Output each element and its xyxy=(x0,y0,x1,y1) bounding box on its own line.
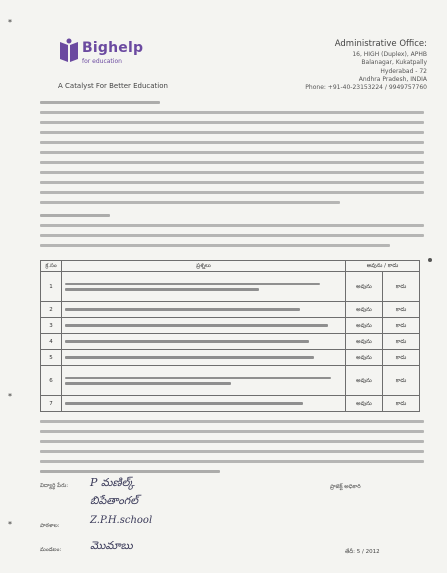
row-number: 6 xyxy=(41,366,62,396)
text-line xyxy=(40,201,340,204)
text-line xyxy=(40,440,424,443)
text-line xyxy=(40,151,424,154)
office-line: Hyderabad - 72 xyxy=(380,67,427,75)
text-line xyxy=(40,131,424,134)
table-row xyxy=(41,396,420,412)
office-line: Phone: +91-40-23153224 / 9949757760 xyxy=(305,84,427,92)
answer-no[interactable]: కాదు xyxy=(383,318,420,334)
row-number: 2 xyxy=(41,302,62,318)
text-line xyxy=(40,420,424,423)
village-handwriting: బిపేతాంగల్ xyxy=(90,494,138,507)
question-cell xyxy=(62,318,346,334)
answer-yes[interactable]: అవును xyxy=(346,272,383,302)
answer-no[interactable]: కాదు xyxy=(383,272,420,302)
bighelp-logo xyxy=(58,38,158,78)
logo-name: Bighelp xyxy=(82,40,144,56)
row-number: 4 xyxy=(41,334,62,350)
answer-no[interactable]: కాదు xyxy=(383,396,420,412)
question-cell xyxy=(62,396,346,412)
question-cell xyxy=(62,302,346,318)
text-line xyxy=(40,161,424,164)
table-header-row xyxy=(41,261,420,272)
margin-marker: * xyxy=(8,392,12,401)
school-label: పాఠశాల: xyxy=(40,523,60,529)
office-line: Andhra Pradesh, INDIA xyxy=(358,75,427,83)
text-line xyxy=(40,181,424,184)
text-line xyxy=(40,111,424,114)
text-line xyxy=(40,234,424,237)
table-row xyxy=(41,272,420,302)
column-header-number: క్ర.సం xyxy=(41,261,62,272)
tagline: A Catalyst For Better Education xyxy=(58,82,168,90)
table-row xyxy=(41,302,420,318)
answer-no[interactable]: కాదు xyxy=(383,334,420,350)
text-line xyxy=(40,101,160,104)
office-line: Balanagar, Kukatpally xyxy=(361,59,427,67)
question-cell xyxy=(62,350,346,366)
office-address xyxy=(257,40,427,92)
text-line xyxy=(40,470,220,473)
column-header-question: ప్రశ్నలు xyxy=(62,261,346,272)
margin-dot xyxy=(428,258,432,262)
school-handwriting: Z.P.H.school xyxy=(90,515,153,526)
student-name-handwriting: P మణిల్క్ xyxy=(90,476,135,489)
text-line xyxy=(40,121,424,124)
row-number: 7 xyxy=(41,396,62,412)
column-header-answer: అవును / కాదు xyxy=(346,261,420,272)
office-line: 16, HIGH (Duplex), APHB xyxy=(352,51,427,59)
student-name-label: విద్యార్థి పేరు: xyxy=(40,483,69,489)
answer-no[interactable]: కాదు xyxy=(383,350,420,366)
logo-icon xyxy=(58,38,80,64)
questionnaire-table xyxy=(40,260,420,412)
text-line xyxy=(40,244,390,247)
office-title: Administrative Office: xyxy=(334,39,427,49)
question-cell xyxy=(62,366,346,396)
answer-yes[interactable]: అవును xyxy=(346,396,383,412)
text-line xyxy=(40,214,110,217)
answer-yes[interactable]: అవును xyxy=(346,334,383,350)
row-number: 1 xyxy=(41,272,62,302)
text-line xyxy=(40,224,424,227)
answer-yes[interactable]: అవును xyxy=(346,366,383,396)
row-number: 5 xyxy=(41,350,62,366)
answer-yes[interactable]: అవును xyxy=(346,318,383,334)
margin-marker: * xyxy=(8,18,12,27)
text-line xyxy=(40,141,424,144)
margin-marker: * xyxy=(8,520,12,529)
text-line xyxy=(40,430,424,433)
question-cell xyxy=(62,334,346,350)
table-row xyxy=(41,350,420,366)
mandal-handwriting: మొమాబు xyxy=(90,539,133,552)
mandal-label: మండలం: xyxy=(40,547,62,553)
text-line xyxy=(40,450,424,453)
text-line xyxy=(40,171,424,174)
answer-no[interactable]: కాదు xyxy=(383,366,420,396)
officer-title: ప్రాజెక్ట్ అధికారి xyxy=(330,484,361,490)
table-row xyxy=(41,366,420,396)
logo-subtitle: for education xyxy=(82,58,122,65)
answer-yes[interactable]: అవును xyxy=(346,350,383,366)
row-number: 3 xyxy=(41,318,62,334)
table-row xyxy=(41,334,420,350)
text-line xyxy=(40,191,424,194)
answer-yes[interactable]: అవును xyxy=(346,302,383,318)
table-row xyxy=(41,318,420,334)
text-line xyxy=(40,460,424,463)
answer-no[interactable]: కాదు xyxy=(383,302,420,318)
question-cell xyxy=(62,272,346,302)
date-field: తేదీ: 5 / 2012 xyxy=(345,549,380,555)
